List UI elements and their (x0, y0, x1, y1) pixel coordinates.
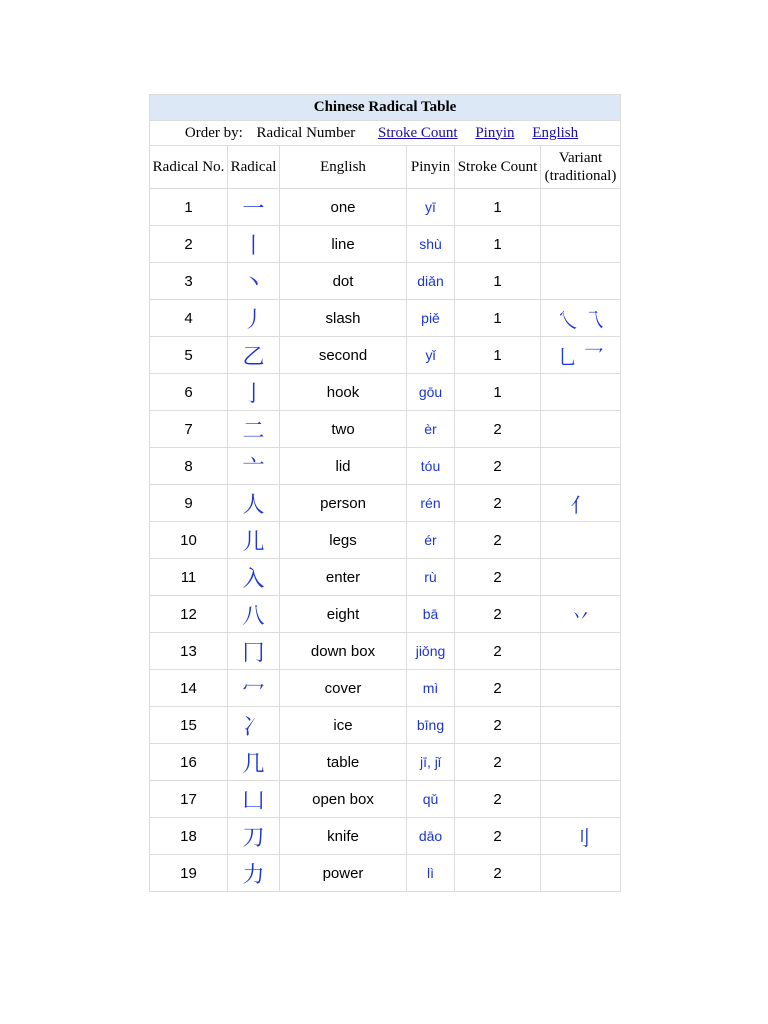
radical-char-cell: 丶 (228, 263, 280, 300)
order-by-bar (150, 121, 621, 146)
header-english: English (280, 146, 407, 189)
english-cell: cover (280, 670, 407, 707)
variant-cell (541, 189, 621, 226)
english-cell: knife (280, 818, 407, 855)
radical-char-cell: 冖 (228, 670, 280, 707)
radical-char-cell: 入 (228, 559, 280, 596)
radical-number-cell: 6 (150, 374, 228, 411)
stroke-count-cell: 1 (455, 226, 541, 263)
stroke-count-cell: 2 (455, 596, 541, 633)
pinyin-cell: mì (407, 670, 455, 707)
variant-cell (541, 226, 621, 263)
pinyin-cell: piě (407, 300, 455, 337)
english-cell: dot (280, 263, 407, 300)
stroke-count-cell: 1 (455, 300, 541, 337)
table-row (150, 300, 621, 337)
table-row (150, 226, 621, 263)
radical-number-cell: 11 (150, 559, 228, 596)
stroke-count-cell: 2 (455, 707, 541, 744)
english-cell: table (280, 744, 407, 781)
pinyin-cell: bā (407, 596, 455, 633)
radical-char-cell: 刀 (228, 818, 280, 855)
stroke-count-cell: 2 (455, 818, 541, 855)
radical-number-cell: 8 (150, 448, 228, 485)
pinyin-cell: jiǒng (407, 633, 455, 670)
table-row (150, 337, 621, 374)
variant-cell (541, 744, 621, 781)
stroke-count-cell: 2 (455, 781, 541, 818)
radical-char-cell: 冫 (228, 707, 280, 744)
stroke-count-cell: 2 (455, 855, 541, 892)
pinyin-cell: dāo (407, 818, 455, 855)
table-row (150, 522, 621, 559)
variant-cell: 乀 乁 (541, 300, 621, 337)
radical-number-cell: 9 (150, 485, 228, 522)
header-variant-line2: (traditional) (544, 168, 617, 184)
radical-char-cell: 八 (228, 596, 280, 633)
radical-number-cell: 13 (150, 633, 228, 670)
radical-char-cell: 亠 (228, 448, 280, 485)
radical-char-cell: 一 (228, 189, 280, 226)
variant-cell (541, 670, 621, 707)
table-row (150, 485, 621, 522)
pinyin-cell: rù (407, 559, 455, 596)
variant-cell (541, 855, 621, 892)
variant-cell (541, 559, 621, 596)
pinyin-cell: lì (407, 855, 455, 892)
sort-english-link[interactable]: English (532, 124, 579, 141)
header-variant-line1: Variant (558, 150, 603, 166)
radical-number-cell: 5 (150, 337, 228, 374)
english-cell: open box (280, 781, 407, 818)
radical-number-cell: 10 (150, 522, 228, 559)
table-row (150, 411, 621, 448)
table-row (150, 670, 621, 707)
pinyin-cell: ér (407, 522, 455, 559)
radical-char-cell: 丿 (228, 300, 280, 337)
radical-number-cell: 1 (150, 189, 228, 226)
pinyin-cell: bīng (407, 707, 455, 744)
variant-cell (541, 707, 621, 744)
english-cell: slash (280, 300, 407, 337)
pinyin-cell: jī, jǐ (407, 744, 455, 781)
table-title: Chinese Radical Table (150, 95, 621, 121)
english-cell: line (280, 226, 407, 263)
radical-number-cell: 15 (150, 707, 228, 744)
stroke-count-cell: 2 (455, 522, 541, 559)
radical-number-cell: 12 (150, 596, 228, 633)
radical-number-cell: 17 (150, 781, 228, 818)
table-row (150, 633, 621, 670)
pinyin-cell: shù (407, 226, 455, 263)
header-pinyin: Pinyin (407, 146, 455, 189)
order-by-label: Order by: (184, 124, 243, 141)
pinyin-cell: tóu (407, 448, 455, 485)
english-cell: enter (280, 559, 407, 596)
stroke-count-cell: 2 (455, 485, 541, 522)
stroke-count-cell: 2 (455, 448, 541, 485)
radical-table (149, 94, 621, 892)
english-cell: eight (280, 596, 407, 633)
english-cell: legs (280, 522, 407, 559)
radical-char-cell: 力 (228, 855, 280, 892)
variant-cell (541, 411, 621, 448)
table-row (150, 744, 621, 781)
radical-number-cell: 14 (150, 670, 228, 707)
pinyin-cell: yǐ (407, 337, 455, 374)
table-row (150, 559, 621, 596)
radical-char-cell: 冂 (228, 633, 280, 670)
radical-number-cell: 19 (150, 855, 228, 892)
english-cell: lid (280, 448, 407, 485)
header-radical-no: Radical No. (150, 146, 228, 189)
variant-cell (541, 522, 621, 559)
radical-char-cell: 乙 (228, 337, 280, 374)
radical-number-cell: 2 (150, 226, 228, 263)
header-radical: Radical (228, 146, 280, 189)
stroke-count-cell: 2 (455, 633, 541, 670)
english-cell: one (280, 189, 407, 226)
sort-stroke-count-link[interactable]: Stroke Count (378, 124, 458, 141)
english-cell: down box (280, 633, 407, 670)
variant-cell (541, 448, 621, 485)
table-row (150, 818, 621, 855)
pinyin-cell: rén (407, 485, 455, 522)
english-cell: hook (280, 374, 407, 411)
pinyin-cell: gōu (407, 374, 455, 411)
variant-cell: 丷 (541, 596, 621, 633)
radical-char-cell: 凵 (228, 781, 280, 818)
header-variant (541, 146, 621, 189)
variant-cell (541, 374, 621, 411)
radical-number-cell: 7 (150, 411, 228, 448)
radical-number-cell: 18 (150, 818, 228, 855)
pinyin-cell: èr (407, 411, 455, 448)
stroke-count-cell: 1 (455, 189, 541, 226)
stroke-count-cell: 2 (455, 670, 541, 707)
english-cell: power (280, 855, 407, 892)
radical-char-cell: 亅 (228, 374, 280, 411)
radical-number-cell: 3 (150, 263, 228, 300)
table-row (150, 374, 621, 411)
english-cell: ice (280, 707, 407, 744)
radical-number-cell: 16 (150, 744, 228, 781)
radical-char-cell: 二 (228, 411, 280, 448)
table-row (150, 189, 621, 226)
table-row (150, 263, 621, 300)
radical-char-cell: 几 (228, 744, 280, 781)
radical-number-cell: 4 (150, 300, 228, 337)
stroke-count-cell: 1 (455, 263, 541, 300)
table-row (150, 855, 621, 892)
radical-char-cell: 丨 (228, 226, 280, 263)
table-row (150, 707, 621, 744)
variant-cell (541, 263, 621, 300)
header-stroke-count: Stroke Count (455, 146, 541, 189)
radical-char-cell: 儿 (228, 522, 280, 559)
stroke-count-cell: 1 (455, 337, 541, 374)
english-cell: person (280, 485, 407, 522)
english-cell: second (280, 337, 407, 374)
table-row (150, 781, 621, 818)
table-row (150, 596, 621, 633)
sort-pinyin-link[interactable]: Pinyin (475, 124, 515, 141)
english-cell: two (280, 411, 407, 448)
pinyin-cell: qǔ (407, 781, 455, 818)
pinyin-cell: diǎn (407, 263, 455, 300)
order-current: Radical Number (256, 124, 356, 141)
variant-cell: 亻 (541, 485, 621, 522)
radical-char-cell: 人 (228, 485, 280, 522)
stroke-count-cell: 2 (455, 411, 541, 448)
variant-cell (541, 781, 621, 818)
variant-cell: 乚 乛 (541, 337, 621, 374)
variant-cell (541, 633, 621, 670)
stroke-count-cell: 2 (455, 559, 541, 596)
stroke-count-cell: 2 (455, 744, 541, 781)
pinyin-cell: yī (407, 189, 455, 226)
variant-cell: 刂 (541, 818, 621, 855)
stroke-count-cell: 1 (455, 374, 541, 411)
table-row (150, 448, 621, 485)
